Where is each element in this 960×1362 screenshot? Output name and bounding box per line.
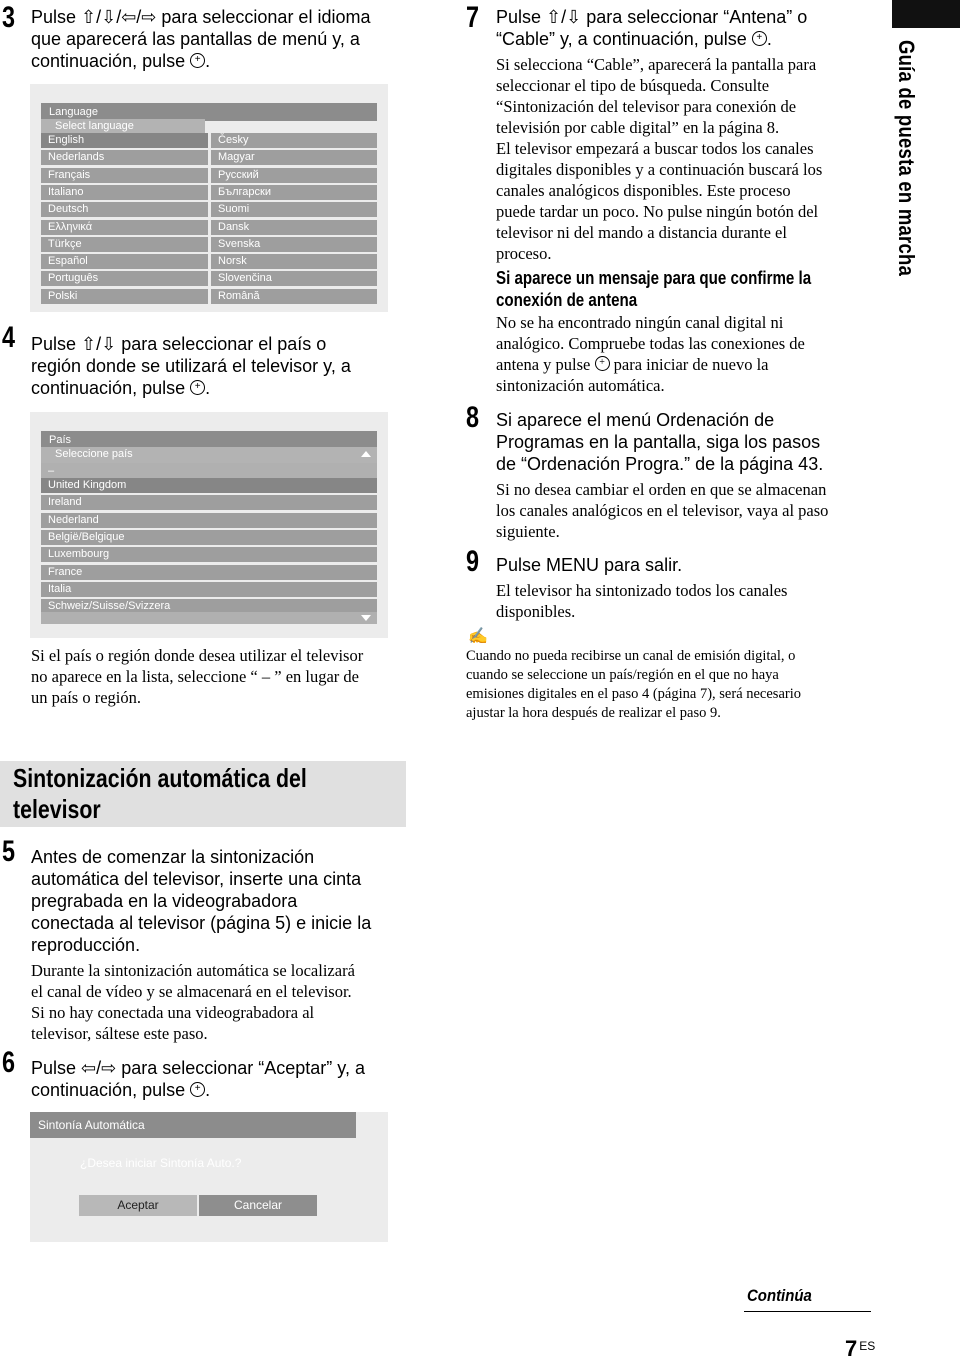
step-4-note-line-3: un país o región. [31, 688, 141, 707]
country-scroll-bar[interactable] [41, 612, 377, 624]
section-title [13, 763, 307, 825]
step-7-confirm-3 [496, 354, 805, 375]
step-5-line-5: reproducción. [31, 935, 141, 955]
step-3-number: 3 [2, 1, 16, 34]
step-7-body-8: puede tardar un poco. No pulse ningún botón del [496, 202, 819, 221]
step-7-confirm-2: analógico. Compruebe todas las conexiones de [496, 334, 805, 353]
step-5-heading [31, 846, 371, 956]
language-option[interactable]: Nederlands [41, 150, 208, 165]
language-menu-subtitle: Select language [41, 119, 205, 133]
step-8-body-2: los canales analógicos en el televisor, vaya al paso [496, 501, 829, 520]
language-option[interactable]: Dansk [211, 220, 377, 235]
step-5-body-3: Si no hay conectada una videograbadora al [31, 1003, 315, 1022]
step-4-number: 4 [2, 321, 16, 354]
step-7-body-1: Si selecciona “Cable”, aparecerá la pantalla para [496, 55, 817, 74]
language-option[interactable]: Česky [211, 133, 377, 148]
step-9-number: 9 [466, 545, 480, 578]
step-5-line-3: pregrabada en la videograbadora [31, 891, 298, 911]
language-option[interactable]: Suomi [211, 202, 377, 217]
page-lang: ES [859, 1339, 876, 1353]
language-option[interactable]: Magyar [211, 150, 377, 165]
step-7-confirm-3a: antena y pulse [496, 355, 591, 374]
step-7-body-5: El televisor empezará a buscar todos los canales [496, 139, 814, 158]
step-4-line-3-text: continuación, pulse [31, 378, 186, 398]
continua-label: Continúa [747, 1286, 812, 1305]
step-7-line-2: “Cable” y, a continuación, pulse + . [496, 28, 807, 50]
step-6-line-1: Pulse ⇦/⇨ para seleccionar “Aceptar” y, a [31, 1058, 365, 1078]
note-line-4: ajustar la hora después de realizar el paso 9. [466, 705, 721, 721]
language-option[interactable]: Svenska [211, 237, 377, 252]
step-5-number: 5 [2, 835, 16, 868]
enter-button-icon [190, 380, 205, 395]
step-3-line-3-text: continuación, pulse [31, 51, 186, 71]
country-menu-title: País [41, 431, 377, 449]
auto-tuning-screen [30, 1112, 388, 1242]
page-number [845, 1336, 875, 1362]
language-option[interactable]: Български [211, 185, 377, 200]
country-option[interactable]: België/Belgique [41, 530, 377, 545]
step-5-line-2: automática del televisor, inserte una cinta [31, 869, 362, 889]
country-option[interactable]: Nederland [41, 513, 377, 528]
step-3-line-3: continuación, pulse + . [31, 50, 370, 72]
auto-tuning-title: Sintonía Automática [30, 1112, 356, 1138]
step-6-line-2-text: continuación, pulse [31, 1080, 186, 1100]
step-7-subheading-2: conexión de antena [496, 290, 638, 310]
step-5-line-1: Antes de comenzar la sintonización [31, 847, 315, 867]
language-option[interactable]: Español [41, 254, 208, 269]
language-option[interactable]: Slovenčina [211, 271, 377, 286]
country-option[interactable]: Italia [41, 582, 377, 597]
step-9-heading: Pulse MENU para salir. [496, 555, 683, 575]
language-menu-screen [30, 84, 388, 312]
step-7-body-7: canales analógicos disponibles. Este proceso [496, 181, 791, 200]
language-option[interactable]: Türkçe [41, 237, 208, 252]
step-7-body-6: digitales disponibles y a continuación buscará los [496, 160, 823, 179]
step-7-confirm-3b: para iniciar de nuevo la [613, 355, 769, 374]
step-3-line-1: Pulse ⇧/⇩/⇦/⇨ para seleccionar el idioma [31, 7, 371, 27]
note-text [466, 647, 801, 723]
language-menu-title: Language [41, 103, 377, 121]
step-5-body-1: Durante la sintonización automática se localizará [31, 961, 355, 980]
step-7-body-10: proceso. [496, 244, 552, 263]
step-4-note-line-2: no aparece en la lista, seleccione “ – ” en lugar de [31, 667, 359, 686]
language-option[interactable]: English [41, 133, 208, 148]
step-8-body [496, 479, 828, 542]
scroll-up-arrow-icon[interactable] [361, 451, 371, 457]
step-4-text [31, 333, 351, 399]
step-4-note-line-1: Si el país o región donde desea utilizar el televisor [31, 646, 364, 665]
note-line-1: Cuando no pueda recibirse un canal de emisión digital, o [466, 648, 796, 664]
sidebar-section-label: Guía de puesta en marcha [894, 40, 919, 277]
step-8-body-1: Si no desea cambiar el orden en que se almacenan [496, 480, 827, 499]
note-pencil-icon: ✍ [468, 628, 488, 645]
enter-button-icon [752, 31, 767, 46]
step-7-body-2: seleccionar el tipo de búsqueda. Consulte [496, 76, 770, 95]
language-option[interactable]: Ελληνικά [41, 220, 208, 235]
country-menu-subtitle [41, 447, 377, 463]
step-4-note [31, 645, 363, 708]
country-option[interactable]: Luxembourg [41, 547, 377, 562]
language-option[interactable]: Polski [41, 289, 208, 304]
sidebar-tab-block [892, 0, 960, 28]
step-5-body-2: el canal de vídeo y se almacenará en el televisor. [31, 982, 352, 1001]
enter-button-icon [190, 1082, 205, 1097]
step-7-subheading-1: Si aparece un mensaje para que confirme la [496, 268, 812, 288]
step-8-line-2: Programas en la pantalla, siga los pasos [496, 432, 821, 452]
step-9-body-1: El televisor ha sintonizado todos los canales [496, 581, 788, 600]
language-option[interactable]: Italiano [41, 185, 208, 200]
note-line-2: cuando se seleccione un país/región en el que no haya [466, 667, 779, 683]
scroll-down-arrow-icon[interactable] [361, 615, 371, 621]
step-8-number: 8 [466, 401, 480, 434]
language-option[interactable]: Norsk [211, 254, 377, 269]
step-7-line-2-text: “Cable” y, a continuación, pulse [496, 29, 747, 49]
step-8-body-3: siguiente. [496, 522, 560, 541]
step-4-line-1: Pulse ⇧/⇩ para seleccionar el país o [31, 334, 327, 354]
step-7-line-1: Pulse ⇧/⇩ para seleccionar “Antena” o [496, 7, 808, 27]
country-menu-screen [30, 412, 388, 638]
note-line-3: emisiones digitales en el paso 4 (página 7), será necesario [466, 686, 801, 702]
step-7-number: 7 [466, 1, 480, 34]
step-8-line-1: Si aparece el menú Ordenación de [496, 410, 775, 430]
step-9-body-2: disponibles. [496, 602, 576, 621]
country-menu-subtitle-text: Seleccione país [55, 448, 133, 460]
step-7-confirm-body [496, 312, 805, 396]
language-option[interactable]: Deutsch [41, 202, 208, 217]
country-option[interactable]: France [41, 565, 377, 580]
language-option[interactable]: Português [41, 271, 208, 286]
step-6-line-2: continuación, pulse + . [31, 1079, 365, 1101]
step-8-heading [496, 409, 823, 475]
step-7-body-9: televisor ni del mando a distancia durante el [496, 223, 787, 242]
page-number-value: 7 [845, 1336, 858, 1361]
step-5-line-4: conectada al televisor (página 5) e inicie la [31, 913, 372, 933]
country-option[interactable]: Schweiz/Suisse/Svizzera [41, 599, 377, 614]
section-title-line-2: televisor [13, 794, 101, 824]
cancel-button[interactable]: Cancelar [199, 1195, 317, 1216]
step-3-text [31, 6, 370, 72]
language-option[interactable]: Русский [211, 168, 377, 183]
language-option[interactable]: Română [211, 289, 377, 304]
step-6-text [31, 1057, 365, 1101]
step-7-confirm-1: No se ha encontrado ningún canal digital ni [496, 313, 784, 332]
country-option[interactable]: Ireland [41, 495, 377, 510]
enter-button-icon [190, 53, 205, 68]
auto-tuning-question: ¿Desea iniciar Sintonía Auto.? [80, 1156, 242, 1170]
step-7-subheading [496, 267, 811, 311]
language-option[interactable]: Français [41, 168, 208, 183]
step-7-confirm-4: sintonización automática. [496, 376, 665, 395]
step-7-body [496, 54, 822, 264]
section-title-line-1: Sintonización automática del [13, 763, 307, 793]
step-5-body [31, 960, 355, 1044]
step-7-heading [496, 6, 807, 50]
enter-button-icon [595, 356, 610, 371]
step-8-line-3: de “Ordenación Progra.” de la página 43. [496, 454, 824, 474]
accept-button[interactable]: Aceptar [79, 1195, 197, 1216]
step-4-line-3: continuación, pulse + . [31, 377, 351, 399]
step-6-number: 6 [2, 1046, 16, 1079]
step-9-body [496, 580, 787, 622]
step-4-line-2: región donde se utilizará el televisor y, a [31, 356, 351, 376]
step-3-line-2: que aparecerá las pantallas de menú y, a [31, 29, 360, 49]
continua-underline [744, 1311, 871, 1312]
step-5-body-4: televisor, sáltese este paso. [31, 1024, 208, 1043]
step-7-body-3: “Sintonización del televisor para conexión de [496, 97, 797, 116]
country-option[interactable]: United Kingdom [41, 478, 377, 493]
country-dash-option[interactable]: – [41, 463, 377, 479]
step-7-body-4: televisión por cable digital” en la página 8. [496, 118, 780, 137]
